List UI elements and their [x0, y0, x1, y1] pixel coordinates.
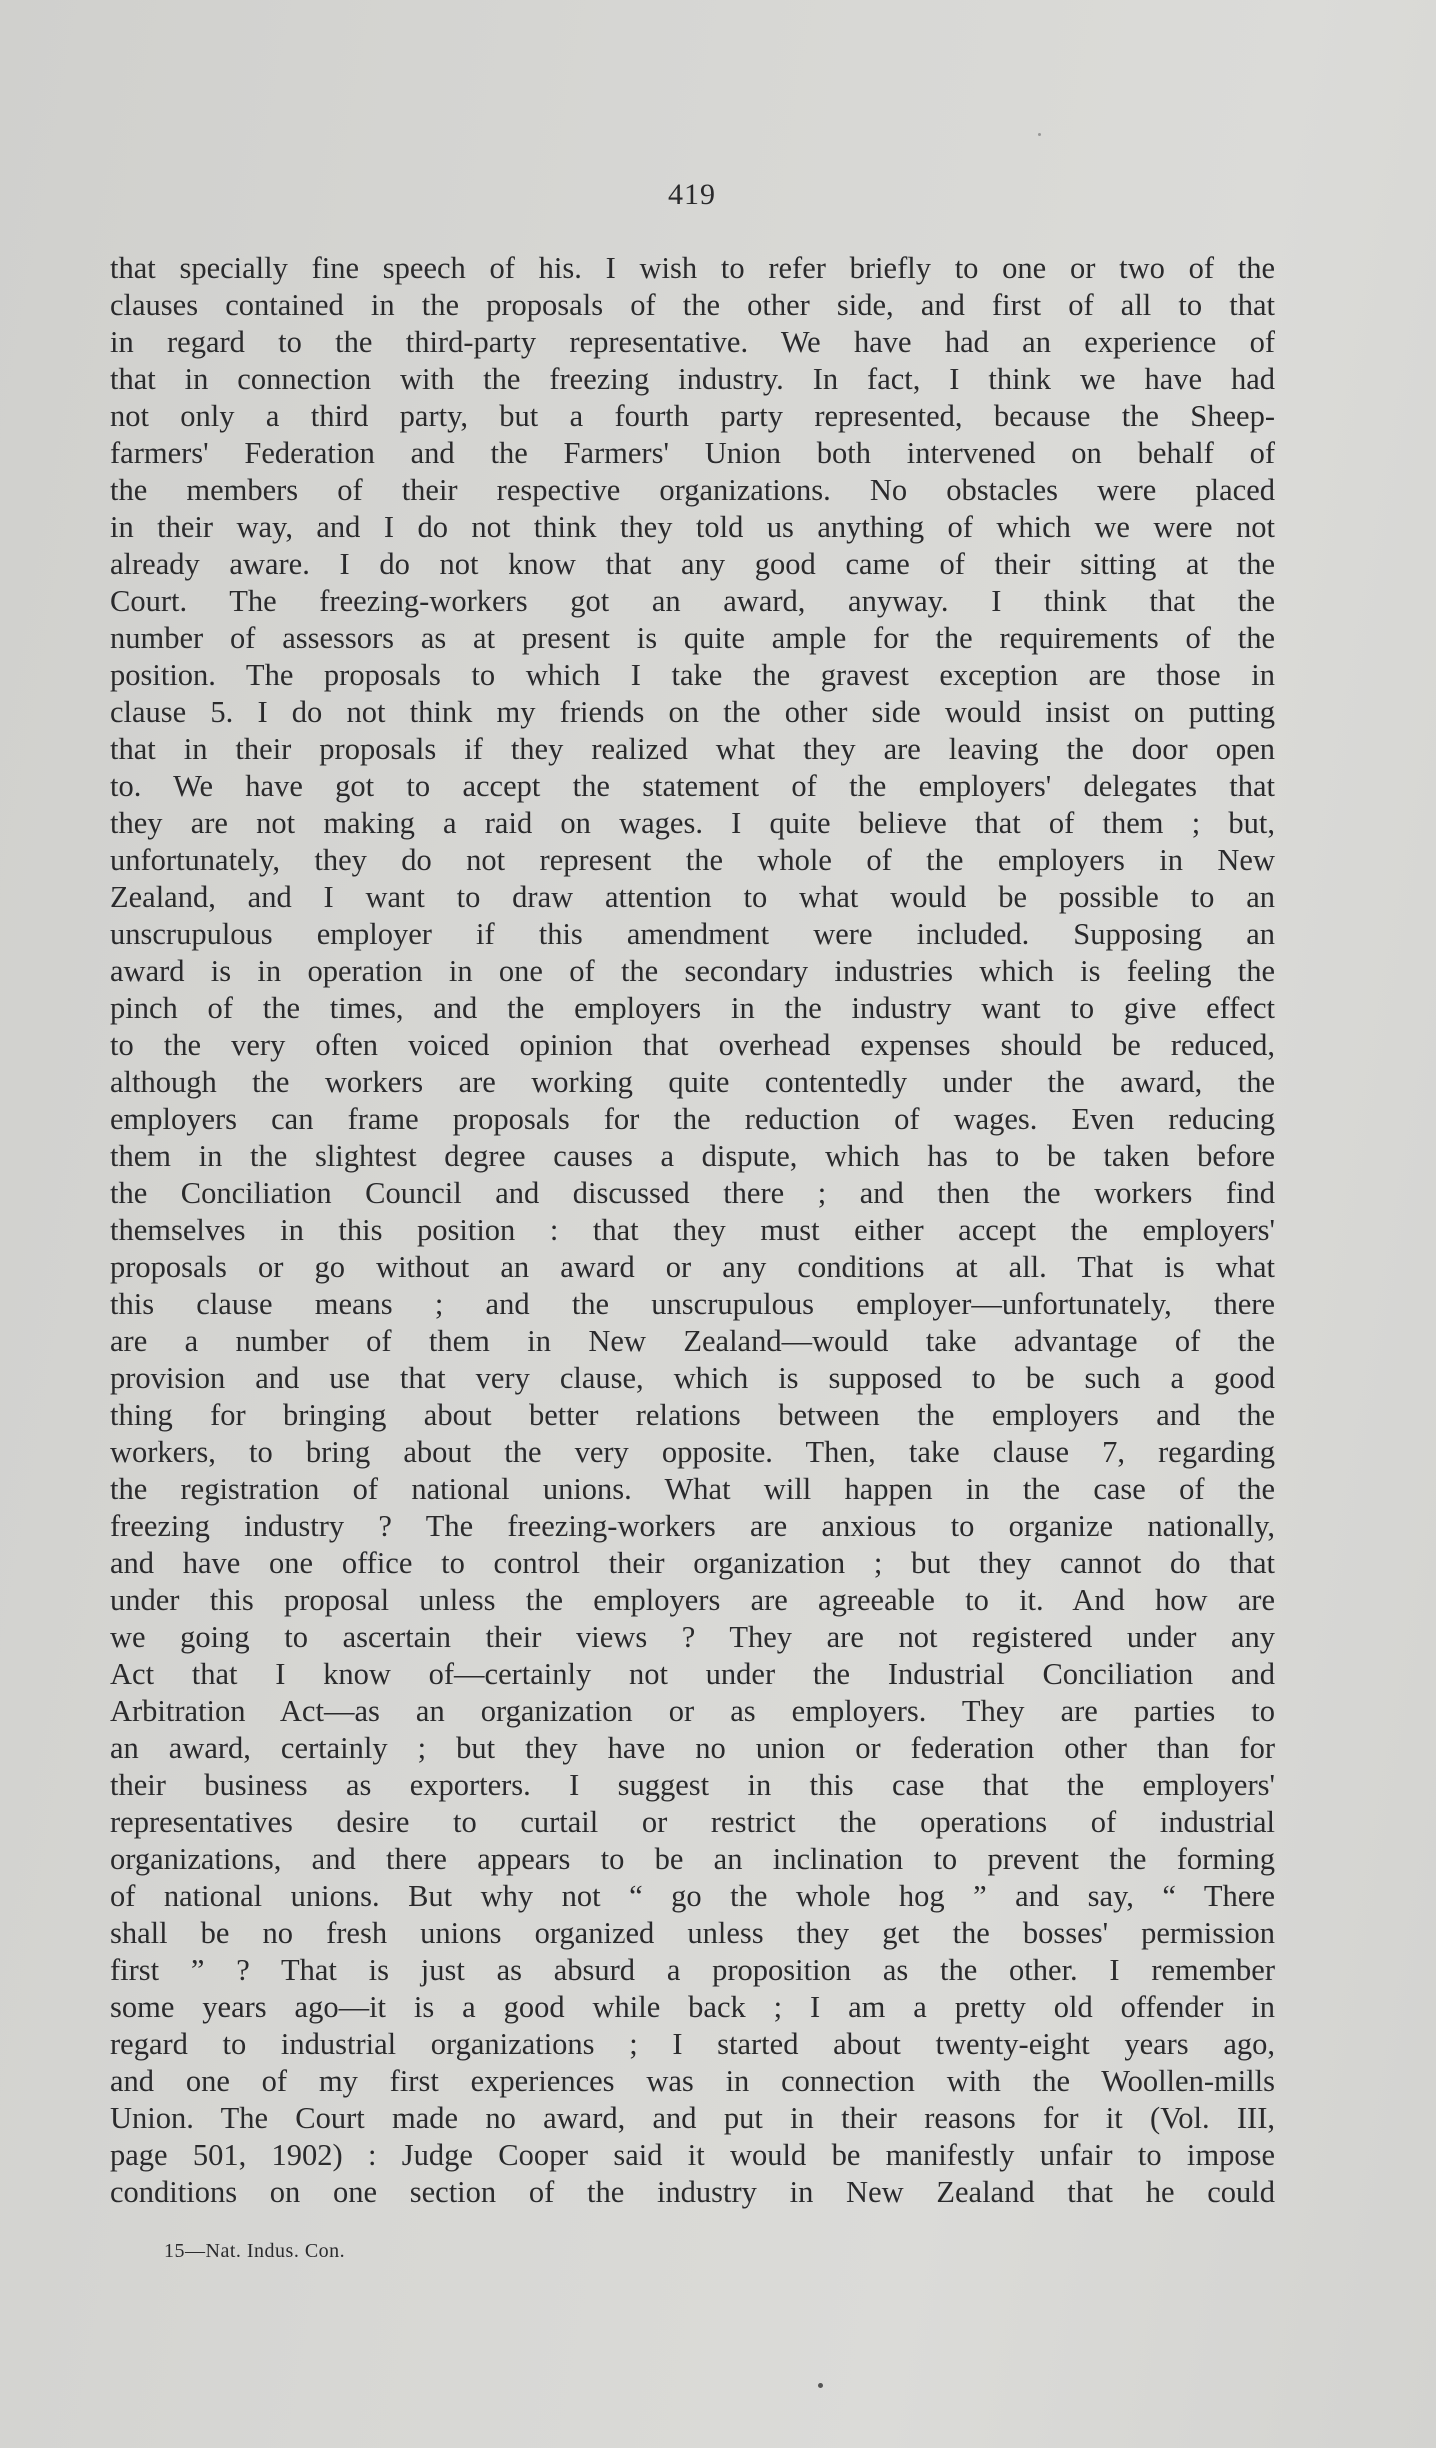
text-line: pinch of the times, and the employers in the industry want to give effect [110, 991, 1275, 1025]
text-line: provision and use that very clause, which is supposed to be such a good [110, 1361, 1275, 1395]
text-line: clauses contained in the proposals of the other side, and first of all to that [110, 288, 1275, 322]
text-line: some years ago—it is a good while back ; I am a pretty old offender in [110, 1990, 1275, 2024]
text-line: unscrupulous employer if this amendment were included. Supposing an [110, 917, 1275, 951]
text-line: Act that I know of—certainly not under the Industrial Conciliation and [110, 1657, 1275, 1691]
text-line: we going to ascertain their views ? They are not registered under any [110, 1620, 1275, 1654]
text-line: of national unions. But why not “ go the whole hog ” and say, “ There [110, 1879, 1275, 1913]
text-line: to the very often voiced opinion that overhead expenses should be reduced, [110, 1028, 1275, 1062]
text-line: that in connection with the freezing industry. In fact, I think we have had [110, 362, 1275, 396]
text-line: and one of my first experiences was in connection with the Woollen-mills [110, 2064, 1275, 2098]
text-line: freezing industry ? The freezing-workers are anxious to organize nationally, [110, 1509, 1275, 1543]
text-line: the Conciliation Council and discussed there ; and then the workers find [110, 1176, 1275, 1210]
text-line: thing for bringing about better relations between the employers and the [110, 1398, 1275, 1432]
text-line: under this proposal unless the employers are agreeable to it. And how are [110, 1583, 1275, 1617]
text-line: Zealand, and I want to draw attention to what would be possible to an [110, 880, 1275, 914]
text-line: number of assessors as at present is quite ample for the requirements of the [110, 621, 1275, 655]
text-line: this clause means ; and the unscrupulous employer—unfortunately, there [110, 1287, 1275, 1321]
text-line: already aware. I do not know that any good came of their sitting at the [110, 547, 1275, 581]
text-line: to. We have got to accept the statement of the employers' delegates that [110, 769, 1275, 803]
text-line: organizations, and there appears to be an inclination to prevent the forming [110, 1842, 1275, 1876]
text-line: the registration of national unions. What will happen in the case of the [110, 1472, 1275, 1506]
text-line: employers can frame proposals for the reduction of wages. Even reducing [110, 1102, 1275, 1136]
text-line: Arbitration Act—as an organization or as employers. They are parties to [110, 1694, 1275, 1728]
page-number: 419 [668, 178, 716, 211]
text-line: Court. The freezing-workers got an award, anyway. I think that the [110, 584, 1275, 618]
text-line: regard to industrial organizations ; I started about twenty-eight years ago, [110, 2027, 1275, 2061]
text-line: first ” ? That is just as absurd a proposition as the other. I remember [110, 1953, 1275, 1987]
text-line: are a number of them in New Zealand—would take advantage of the [110, 1324, 1275, 1358]
text-line: representatives desire to curtail or restrict the operations of industrial [110, 1805, 1275, 1839]
text-line: award is in operation in one of the secondary industries which is feeling the [110, 954, 1275, 988]
text-line: in regard to the third-party representative. We have had an experience of [110, 325, 1275, 359]
text-line: Union. The Court made no award, and put in their reasons for it (Vol. III, [110, 2101, 1275, 2135]
paper-speck [818, 2383, 823, 2388]
text-line: that in their proposals if they realized what they are leaving the door open [110, 732, 1275, 766]
footer-signature: 15—Nat. Indus. Con. [164, 2240, 346, 2262]
text-line: they are not making a raid on wages. I quite believe that of them ; but, [110, 806, 1275, 840]
text-line: conditions on one section of the industry in New Zealand that he could [110, 2175, 1275, 2209]
text-line: them in the slightest degree causes a dispute, which has to be taken before [110, 1139, 1275, 1173]
text-line: themselves in this position : that they must either accept the employers' [110, 1213, 1275, 1247]
text-line: although the workers are working quite contentedly under the award, the [110, 1065, 1275, 1099]
text-line: proposals or go without an award or any conditions at all. That is what [110, 1250, 1275, 1284]
text-line: page 501, 1902) : Judge Cooper said it would be manifestly unfair to impose [110, 2138, 1275, 2172]
body-text [110, 250, 1275, 2211]
text-line: and have one office to control their organization ; but they cannot do that [110, 1546, 1275, 1580]
text-line: farmers' Federation and the Farmers' Union both intervened on behalf of [110, 436, 1275, 470]
text-line: position. The proposals to which I take the gravest exception are those in [110, 658, 1275, 692]
text-line: shall be no fresh unions organized unless they get the bosses' permission [110, 1916, 1275, 1950]
text-line: their business as exporters. I suggest in this case that the employers' [110, 1768, 1275, 1802]
text-line: in their way, and I do not think they told us anything of which we were not [110, 510, 1275, 544]
text-line: that specially fine speech of his. I wish to refer briefly to one or two of the [110, 251, 1275, 285]
text-line: the members of their respective organizations. No obstacles were placed [110, 473, 1275, 507]
text-line: not only a third party, but a fourth party represented, because the Sheep- [110, 399, 1275, 433]
text-line: clause 5. I do not think my friends on the other side would insist on putting [110, 695, 1275, 729]
text-line: an award, certainly ; but they have no union or federation other than for [110, 1731, 1275, 1765]
text-line: workers, to bring about the very opposite. Then, take clause 7, regarding [110, 1435, 1275, 1469]
text-line: unfortunately, they do not represent the whole of the employers in New [110, 843, 1275, 877]
paper-speck [1038, 133, 1041, 136]
